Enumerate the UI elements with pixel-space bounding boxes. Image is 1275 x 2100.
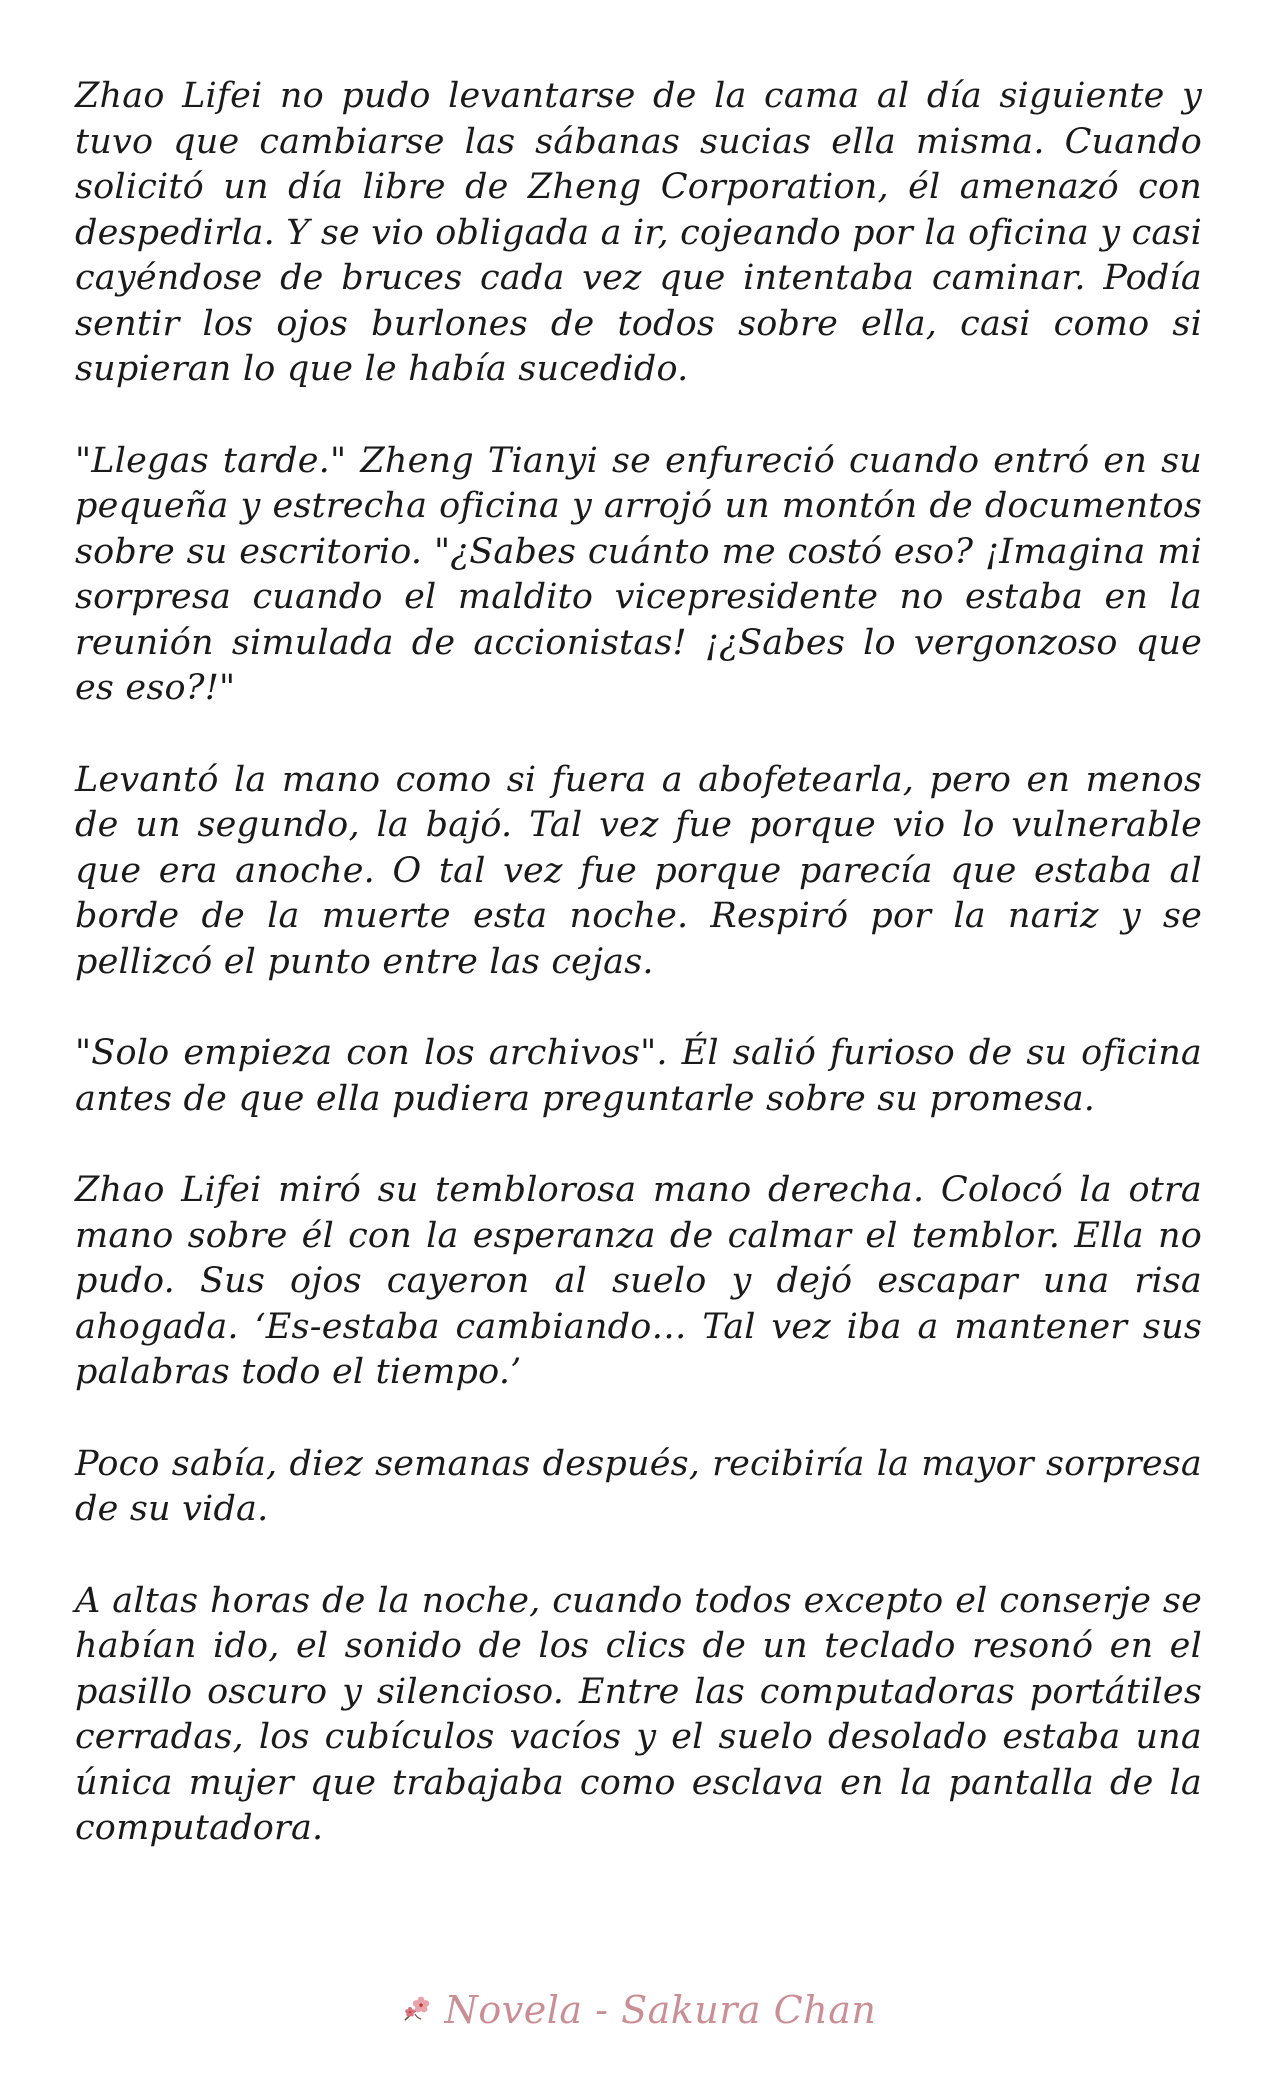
paragraph: Zhao Lifei no pudo levantarse de la cama al día siguiente y tuvo que cambiarse las sábanas sucias ella misma. Cuando solicitó un día libre de Zheng Corporation, él amenazó con despedirla. Y se vio obligada a ir, cojeando por la oficina y casi cayéndose de bruces cada vez que intentaba caminar. Podía sentir los ojos burlones de todos sobre ella, casi como si supieran lo que le había sucedido. — [75, 76, 1202, 389]
story-text — [75, 74, 1202, 1898]
watermark — [0, 1988, 1275, 2032]
watermark-text: Novela - Sakura Chan — [444, 1988, 877, 2032]
paragraph: Poco sabía, diez semanas después, recibiría la mayor sorpresa de su vida. — [75, 1443, 1202, 1529]
paragraph: Zhao Lifei miró su temblorosa mano derecha. Colocó la otra mano sobre él con la esperanza de calmar el temblor. Ella no pudo. Sus ojos cayeron al suelo y dejó escapar una risa ahogada. ‘Es-estaba cambiando… Tal vez iba a mantener sus palabras todo el tiempo.’ — [75, 1170, 1202, 1392]
sakura-blossom-icon — [399, 1992, 435, 2028]
paragraph: Levantó la mano como si fuera a abofetearla, pero en menos de un segundo, la bajó. Tal vez fue porque vio lo vulnerable que era anoche. O tal vez fue porque parecía que estaba al borde de la muerte esta noche. Respiró por la nariz y se pellizcó el punto entre las cejas. — [75, 759, 1202, 982]
paragraph: A altas horas de la noche, cuando todos excepto el conserje se habían ido, el sonido de los clics de un teclado resonó en el pasillo oscuro y silencioso. Entre las computadoras portátiles cerradas, los cubículos vacíos y el suelo desolado estaba una única mujer que trabajaba como esclava en la pantalla de la computadora. — [75, 1580, 1202, 1848]
paragraph: "Llegas tarde." Zheng Tianyi se enfureció cuando entró en su pequeña y estrecha oficina y arrojó un montón de documentos sobre su escritorio. "¿Sabes cuánto me costó eso? ¡Imagina mi sorpresa cuando el maldito vicepresidente no estaba en la reunión simulada de accionistas! ¡¿Sabes lo vergonzoso que es eso?!" — [75, 440, 1202, 708]
paragraph: "Solo empieza con los archivos". Él salió furioso de su oficina antes de que ella pudiera preguntarle sobre su promesa. — [75, 1033, 1202, 1119]
